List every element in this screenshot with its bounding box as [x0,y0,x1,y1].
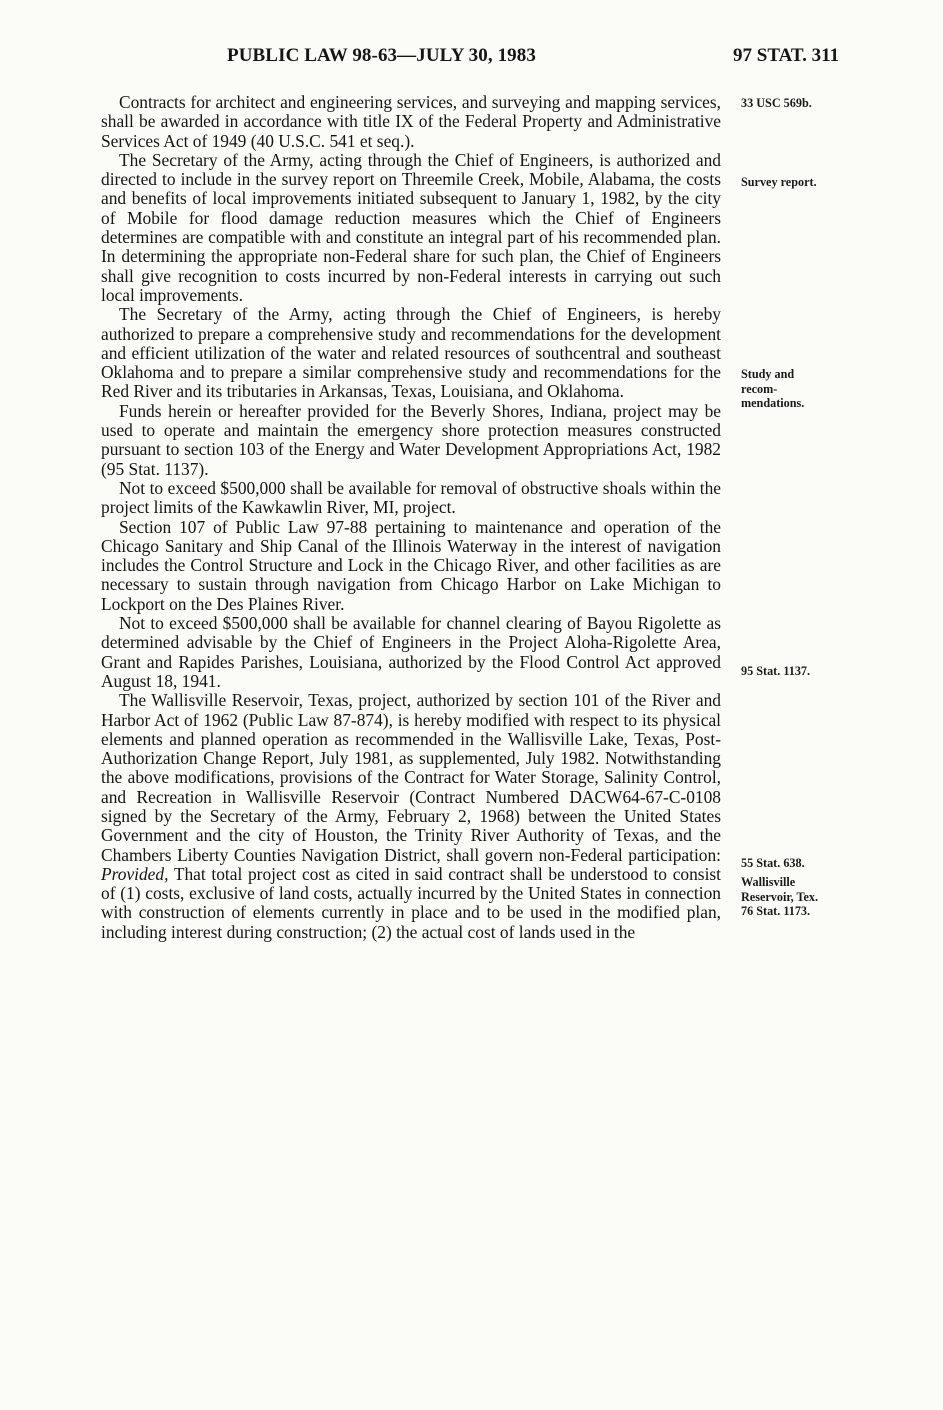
statute-page-number: 97 STAT. 311 [733,45,840,66]
paragraph-contracts: Contracts for architect and engineering services, and surveying and mapping services, shall be awarded in accordance with title IX of the Federal Property and Administrative Services Act of 1949 (40 U.S.C. 541 et seq.). [101,92,721,151]
wallisville-text-after: That total project cost as cited in said contract shall be understood to consist of (1) costs, exclusive of land costs, actually incurred by the United States in connection with construction of elements currently in place and to be used in the modified plan, including interest during construction; (2) the actual cost of lands used in the [101,863,721,942]
margin-note-55-stat: 55 Stat. 638. [741,856,805,870]
margin-note-survey-report: Survey report. [741,175,817,189]
paragraph-beverly-shores: Funds herein or hereafter provided for the Beverly Shores, Indiana, project may be used to operate and maintain the emergency shore protection measures constructed pursuant to section 103 of the Energy and Water Development Appropriations Act, 1982 (95 Stat. 1137). [101,400,721,479]
wallisville-text-before: The Wallisville Reservoir, Texas, project, authorized by section 101 of the River and Harbor Act of 1962 (Public Law 87-874), is hereby modified with respect to its physical elements and planned operation as recommended in the Wallisville Lake, Texas, Post-Authorization Change Report, July 1981, as supplemented, July 1982. Notwithstanding the above modifications, provisions of the Contract for Water Storage, Salinity Control, and Recreation in Wallisville Reservoir (Contract Numbered DACW64-67-C-0108 signed by the Secretary of the Army, February 2, 1968) between the United States Government and the city of Houston, the Trinity River Authority of Texas, and the Chambers Liberty Counties Navigation District, shall govern non-Federal participation: [101,690,721,865]
body-text [101,93,721,942]
provided-emphasis: Provided, [101,863,169,884]
page-title: PUBLIC LAW 98-63—JULY 30, 1983 [227,45,536,66]
paragraph-oklahoma-study: The Secretary of the Army, acting through the Chief of Engineers, is hereby authorized to prepare a comprehensive study and recommendations for the development and efficient utilization of the water and related resources of southcentral and southeast Oklahoma and to prepare a similar comprehensive study and recommendations for the Red River and its tributaries in Arkansas, Texas, Louisiana, and Oklahoma. [101,304,721,402]
margin-note-usc-citation: 33 USC 569b. [741,96,812,110]
paragraph-chicago-canal: Section 107 of Public Law 97-88 pertaining to maintenance and operation of the Chicago Sanitary and Ship Canal of the Illinois Waterway in the interest of navigation includes the Control Structure and Lock in the Chicago River, and other facilities as are necessary to sustain through navigation from Chicago Harbor on Lake Michigan to Lockport on the Des Plaines River. [101,516,721,614]
margin-note-study: Study and recom- mendations. [741,367,805,410]
paragraph-kawkawlin-river: Not to exceed $500,000 shall be available for removal of obstructive shoals within the project limits of the Kawkawlin River, MI, project. [101,477,721,518]
paragraph-threemile-creek: The Secretary of the Army, acting through the Chief of Engineers, is authorized and directed to include in the survey report on Threemile Creek, Mobile, Alabama, the costs and benefits of local improvements initiated subsequent to January 1, 1982, by the city of Mobile for flood damage reduction measures which the Chief of Engineers determines are compatible with and constitute an integral part of his recommended plan. In determining the appropriate non-Federal share for such plan, the Chief of Engineers shall give recognition to costs incurred by non-Federal interests in carrying out such local improvements. [101,149,721,305]
paragraph-bayou-rigolette: Not to exceed $500,000 shall be available for channel clearing of Bayou Rigolette as determined advisable by the Chief of Engineers in the Project Aloha-Rigolette Area, Grant and Rapides Parishes, Louisiana, authorized by the Flood Control Act approved August 18, 1941. [101,613,721,691]
margin-note-wallisville: Wallisville Reservoir, Tex. 76 Stat. 1173. [741,875,819,918]
margin-note-95-stat: 95 Stat. 1137. [741,664,811,678]
paragraph-wallisville [101,691,721,942]
